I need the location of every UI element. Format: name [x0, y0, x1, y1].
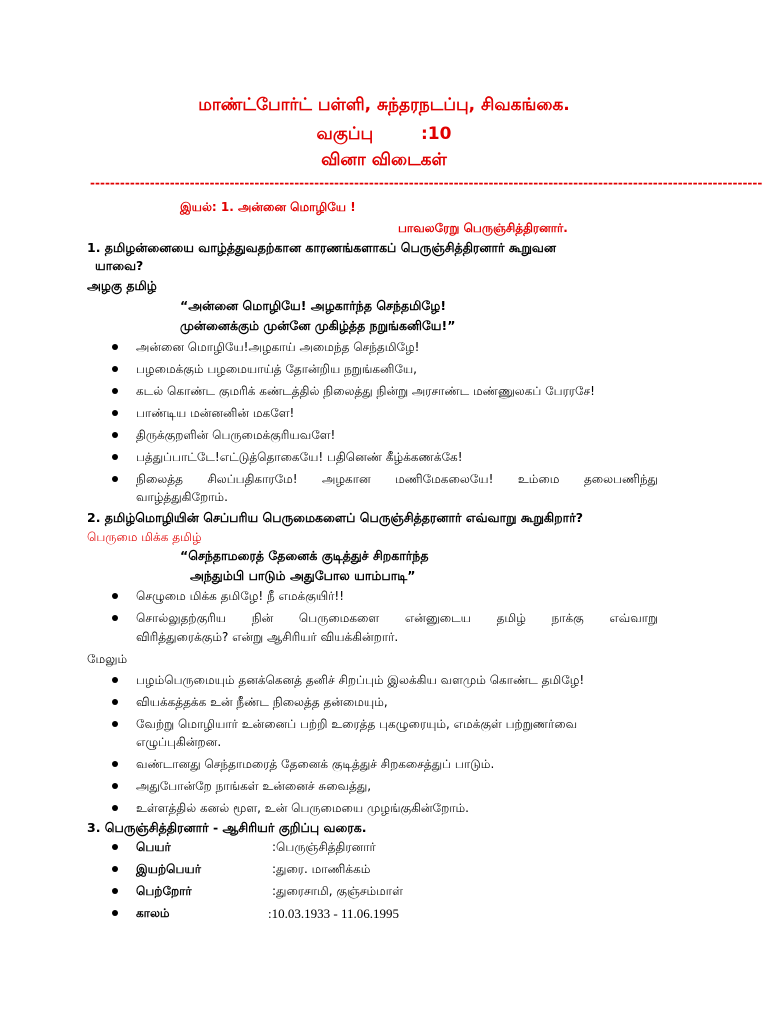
lesson-title: இயல்: 1. அன்னை மொழியே !	[180, 200, 356, 214]
grade-line	[0, 124, 768, 146]
bullet-icon	[112, 615, 118, 621]
bullet-icon	[112, 476, 118, 482]
q1-question-line2: யாவை?	[95, 258, 144, 273]
q2-question: 2. தமிழ்மொழியின் செப்பரிய பெருமைகளைப் பெருஞ்சித்தரனார் எவ்வாறு கூறுகிறார்?	[87, 510, 583, 525]
row-value: :துரை. மாணிக்கம்	[272, 862, 371, 876]
lesson-author: பாவலரேறு பெருஞ்சித்திரனார்.	[398, 221, 568, 235]
bullet-icon	[112, 783, 118, 789]
bullet-icon	[112, 366, 118, 372]
bullet-icon	[112, 910, 118, 916]
bullet-icon	[112, 344, 118, 350]
q1-quote-line2: முன்னைக்கும் முன்னே முகிழ்த்த நறுங்கனியே!”	[180, 318, 456, 333]
bullet-icon	[112, 844, 118, 850]
q1-question-line1: 1. தமிழன்னையை வாழ்த்துவதற்கான காரணங்களாகப் பெருஞ்சித்திரனார் கூறுவன	[87, 240, 556, 255]
bullet-icon	[112, 805, 118, 811]
list-item-continuation: எழுப்புகின்றன.	[136, 735, 222, 749]
row-key: பெற்றோர்	[136, 884, 192, 898]
bullet-icon	[112, 388, 118, 394]
bullet-icon	[112, 888, 118, 894]
list-item-continuation: வாழ்த்துகிறோம்.	[136, 490, 228, 504]
grade-value: :10	[420, 124, 452, 144]
bullet-icon	[112, 410, 118, 416]
q1-quote-line1: “அன்னை மொழியே! அழகார்ந்த செந்தமிழே!	[180, 298, 447, 313]
justified-line: நிலைத்த சிலப்பதிகாரமே! அழகான மணிமேகலையே! உம்மை தலைபணிந்து	[136, 472, 658, 486]
more-label: மேலும்	[87, 652, 128, 666]
justified-line: சொல்லுதற்குரிய நின் பெருமைகளை என்னுடைய தமிழ் நாக்கு எவ்வாறு	[136, 611, 658, 625]
q2-quote-line1: “செந்தாமரைத் தேனைக் குடித்துச் சிறகார்ந்த	[180, 548, 429, 563]
row-value: :பெருஞ்சித்திரனார்	[272, 840, 376, 854]
bullet-icon	[112, 699, 118, 705]
q3-question: 3. பெருஞ்சித்திரனார் - ஆசிரியர் குறிப்பு வரைக.	[87, 820, 367, 835]
divider: ---------------------------------------------------------------------------------------------------------------------------------------	[90, 176, 763, 190]
q1-subheading: அழகு தமிழ்	[87, 278, 157, 293]
bullet-icon	[112, 432, 118, 438]
q2-subheading: பெருமை மிக்க தமிழ்	[87, 530, 202, 544]
bullet-icon	[112, 721, 118, 727]
grade-label: வகுப்பு	[316, 124, 374, 144]
school-name: மாண்ட்போர்ட் பள்ளி, சுந்தரநடப்பு, சிவகங்கை.	[198, 95, 570, 115]
bullet-icon	[112, 593, 118, 599]
q2-quote-line2: அந்தும்பி பாடும் அதுபோல யாம்பாடி”	[190, 568, 416, 583]
bullet-icon	[112, 454, 118, 460]
row-value: :துரைசாமி, குஞ்சம்மாள்	[272, 884, 403, 898]
bullet-icon	[112, 677, 118, 683]
bullet-icon	[112, 761, 118, 767]
row-key: பெயர்	[136, 840, 171, 854]
bullet-icon	[112, 866, 118, 872]
list-item-continuation: விரித்துரைக்கும்? என்று ஆசிரியர் வியக்கின்றார்.	[136, 630, 399, 644]
row-key: காலம்	[136, 906, 170, 920]
row-key: இயற்பெயர்	[136, 862, 201, 876]
page-title: வினா விடைகள்	[321, 150, 447, 170]
row-value: :10.03.1933 - 11.06.1995	[268, 906, 399, 921]
